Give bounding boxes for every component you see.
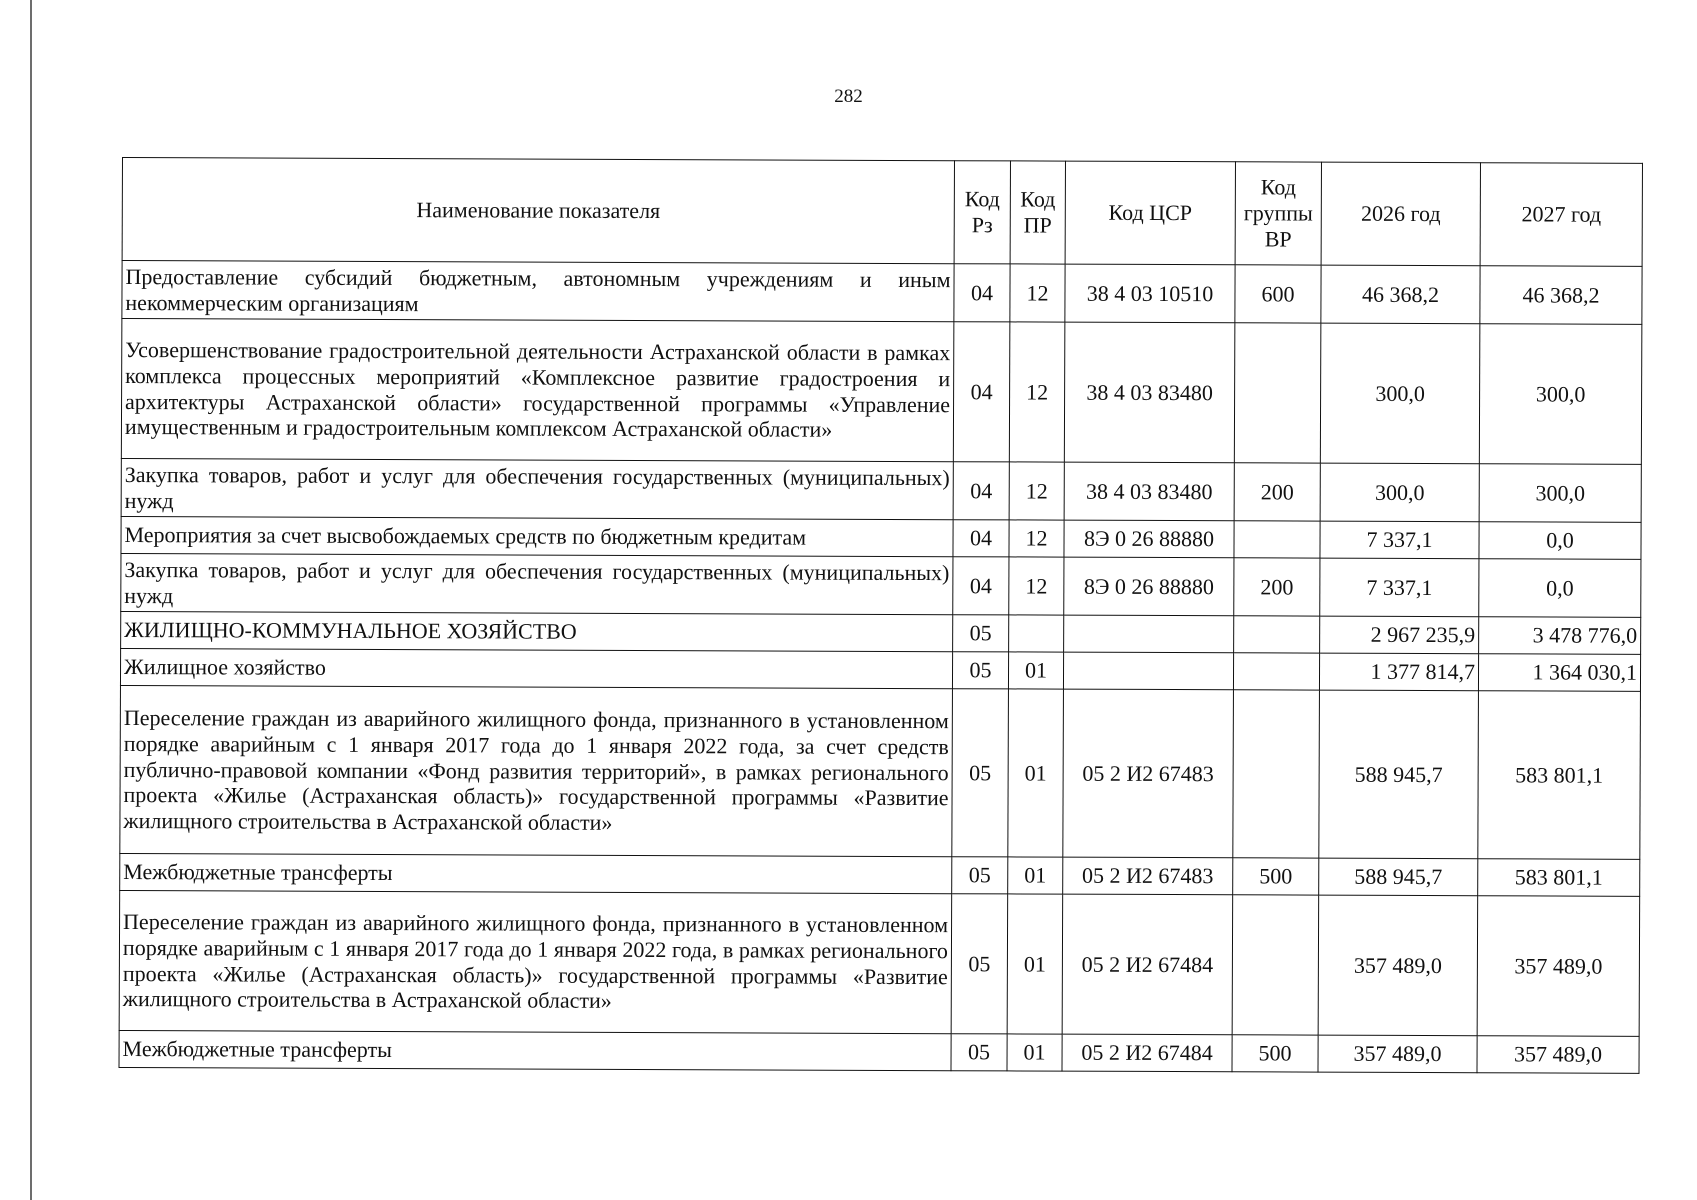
row-vr [1234, 521, 1320, 558]
row-name: Закупка товаров, работ и услуг для обеспечения государственных (муниципальных) нужд [121, 553, 953, 614]
row-csr: 38 4 03 83480 [1064, 462, 1234, 521]
row-2026: 1 377 814,7 [1319, 653, 1478, 691]
row-2027: 0,0 [1479, 522, 1641, 560]
row-rz: 04 [953, 322, 1010, 462]
row-name: Переселение граждан из аварийного жилищного фонда, признанного в установленном порядке аварийным с 1 января 2017 года до 1 января 2022 года, в рамках регионального проекта «Жилье (Астраханская область)» государственной программы «Развитие жилищного строительства в Астраханской области» [119, 890, 952, 1033]
row-pr: 12 [1009, 462, 1064, 520]
row-rz: 04 [953, 520, 1009, 557]
row-vr: 500 [1232, 1035, 1318, 1072]
table-row [121, 458, 1641, 522]
table-row [121, 319, 1642, 465]
row-pr: 12 [1009, 322, 1065, 462]
row-2027: 357 489,0 [1477, 1036, 1639, 1074]
row-pr: 01 [1008, 652, 1063, 689]
header-pr: Код ПР [1010, 161, 1065, 264]
row-vr [1234, 616, 1320, 653]
row-2026: 300,0 [1320, 323, 1480, 464]
table-row [120, 648, 1640, 691]
row-name: Закупка товаров, работ и услуг для обеспечения государственных (муниципальных) нужд [121, 458, 953, 519]
table-row [121, 516, 1641, 559]
table-row [121, 611, 1641, 654]
table-row [120, 685, 1641, 859]
header-rz: Код Рз [954, 161, 1010, 264]
header-2026: 2026 год [1321, 162, 1480, 266]
row-pr: 12 [1010, 264, 1065, 322]
row-2026: 46 368,2 [1321, 265, 1480, 324]
row-csr: 05 2 И2 67484 [1062, 894, 1233, 1035]
scan-edge-line [30, 0, 32, 1200]
header-2027: 2027 год [1480, 163, 1642, 267]
row-csr: 05 2 И2 67483 [1063, 689, 1234, 858]
row-vr [1234, 323, 1321, 463]
row-csr: 8Э 0 26 88880 [1064, 557, 1234, 616]
row-csr: 05 2 И2 67484 [1062, 1034, 1232, 1072]
row-rz: 05 [952, 689, 1009, 857]
row-2027: 0,0 [1479, 559, 1641, 618]
row-name: Мероприятия за счет высвобождаемых средств по бюджетным кредитам [121, 516, 953, 556]
row-csr [1064, 615, 1234, 653]
row-2026: 357 489,0 [1318, 895, 1478, 1036]
row-vr: 500 [1233, 858, 1319, 895]
row-name: ЖИЛИЩНО-КОММУНАЛЬНОЕ ХОЗЯЙСТВО [121, 611, 953, 651]
table-header-row [122, 158, 1642, 267]
row-rz: 05 [952, 652, 1008, 689]
row-csr: 38 4 03 10510 [1065, 264, 1235, 323]
row-csr: 8Э 0 26 88880 [1064, 520, 1234, 558]
row-pr: 01 [1008, 857, 1063, 894]
row-2027: 3 478 776,0 [1479, 617, 1641, 655]
row-2026: 588 945,7 [1319, 858, 1478, 896]
row-2027: 46 368,2 [1480, 266, 1642, 325]
row-csr: 38 4 03 83480 [1064, 322, 1235, 463]
table-row [122, 261, 1642, 325]
row-vr [1233, 690, 1320, 858]
row-2026: 300,0 [1320, 463, 1479, 522]
row-2027: 1 364 030,1 [1478, 654, 1640, 692]
row-2027: 357 489,0 [1477, 896, 1640, 1037]
table-row [119, 1030, 1639, 1073]
row-pr: 01 [1007, 894, 1063, 1034]
table-row [121, 553, 1641, 617]
row-pr [1009, 615, 1064, 652]
row-name: Межбюджетные трансферты [119, 1030, 951, 1070]
row-pr: 01 [1008, 689, 1064, 857]
row-vr [1232, 895, 1319, 1035]
row-vr: 600 [1235, 265, 1321, 323]
header-vr: Код группы ВР [1235, 162, 1321, 265]
row-2027: 583 801,1 [1478, 691, 1641, 860]
header-name: Наименование показателя [122, 158, 954, 264]
page-number: 282 [834, 86, 863, 107]
row-name: Предоставление субсидий бюджетным, автономным учреждениям и иным некоммерческим организациям [122, 261, 954, 322]
budget-table [119, 157, 1643, 1074]
row-pr: 01 [1007, 1034, 1062, 1071]
row-rz: 05 [952, 857, 1008, 894]
row-csr [1063, 652, 1233, 690]
row-rz: 05 [953, 615, 1009, 652]
row-rz: 04 [954, 264, 1010, 322]
row-pr: 12 [1009, 520, 1064, 557]
row-2026: 357 489,0 [1318, 1035, 1477, 1073]
header-csr: Код ЦСР [1065, 161, 1235, 265]
row-rz: 04 [953, 557, 1009, 615]
row-2026: 7 337,1 [1320, 558, 1479, 617]
table-row [119, 890, 1640, 1036]
row-vr: 200 [1234, 463, 1320, 521]
row-vr: 200 [1234, 558, 1320, 616]
row-name: Межбюджетные трансферты [120, 853, 952, 893]
row-rz: 05 [951, 1034, 1007, 1071]
row-csr: 05 2 И2 67483 [1063, 857, 1233, 895]
row-rz: 04 [953, 462, 1009, 520]
row-2026: 588 945,7 [1319, 690, 1479, 859]
row-name: Переселение граждан из аварийного жилищного фонда, признанного в установленном порядке аварийным с 1 января 2017 года до 1 января 2022 года, за счет средств публично-правовой компании «Фонд развития территорий», в рамках регионального проекта «Жилье (Астраханская область)» государственной программы «Развитие жилищного строительства в Астраханской области» [120, 685, 953, 856]
row-name: Жилищное хозяйство [120, 648, 952, 688]
row-name: Усовершенствование градостроительной деятельности Астраханской области в рамках комплекса процессных мероприятий «Комплексное развитие градостроения и архитектуры Астраханской области» государственной программы «Управление имущественным и градостроительным комплексом Астраханской области» [121, 319, 954, 462]
row-rz: 05 [951, 894, 1008, 1034]
row-2027: 583 801,1 [1478, 859, 1640, 897]
row-2026: 2 967 235,9 [1320, 616, 1479, 654]
row-vr [1233, 653, 1319, 690]
row-2027: 300,0 [1479, 324, 1642, 465]
row-pr: 12 [1009, 557, 1064, 615]
row-2027: 300,0 [1479, 464, 1641, 523]
table-row [120, 853, 1640, 896]
row-2026: 7 337,1 [1320, 521, 1479, 559]
